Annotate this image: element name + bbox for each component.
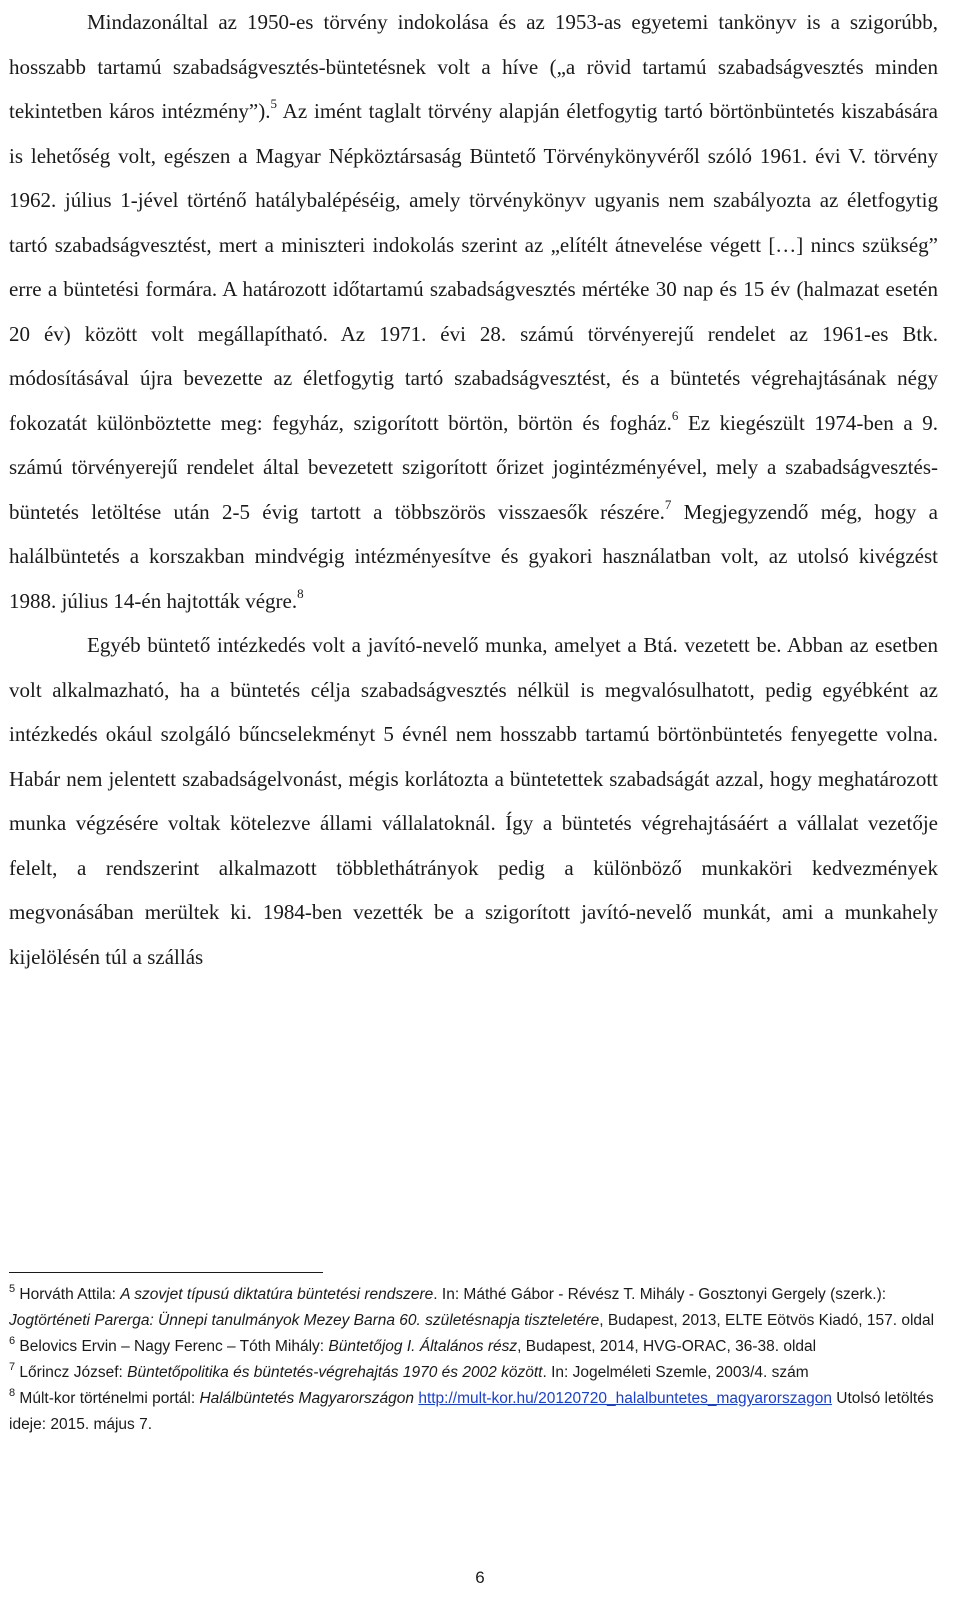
footnote-number: 8 (9, 1386, 16, 1399)
footnote-title: Büntetőjog I. Általános rész (328, 1338, 518, 1355)
text-run: Ez kiegészült 1974-ben a 9. számú törvényerejű rendelet által bevezetett szigorított őrizet jogintézményével, mely a szabadságvesztés-büntetés letöltése után 2-5 évig tartott a többszörös visszaesők részére. (9, 410, 939, 524)
footnote-ref-8[interactable]: 8 (297, 585, 304, 601)
footnote-text: Belovics Ervin – Nagy Ferenc – Tóth Mihály: (15, 1338, 329, 1355)
footnote-ref-5[interactable]: 5 (270, 96, 277, 111)
footnote-text: , Budapest, 2014, HVG-ORAC, 36-38. oldal (517, 1338, 817, 1355)
paragraph-2: Egyéb büntető intézkedés volt a javító-nevelő munka, amelyet a Btá. vezetett be. Abban az esetben volt alkalmazható, ha a büntetés célja szabadságvesztés nélkül is megvalósulhatott, pedig egyébként az intézkedés okául szolgáló bűncselekményt 5 évnél nem hosszabb tartamú börtönbüntetés fenyegette volna. Habár nem jelentett szabadságelvonást, mégis korlátozta a büntetettek szabadságát azzal, hogy meghatározott munka végzésére voltak kötelezve állami vállalatoknál. Így a büntetés végrehajtásáért a vállalat vezetője felelt, a rendszerint alkalmazott többlethátrányok pedig a különböző munkaköri kedvezmények megvonásában merültek ki. 1984-ben vezették be a szigorított javító-nevelő munkát, ami a munkahely kijelölésén túl a szállás (9, 633, 938, 969)
footnote-title: Halálbüntetés Magyarországon (199, 1390, 415, 1407)
paragraph-1 (9, 0, 938, 623)
page-number: 6 (475, 1568, 485, 1587)
footnote-ref-6[interactable]: 6 (671, 407, 679, 423)
footnote-number: 5 (9, 1282, 16, 1295)
footnote-text: , Budapest, 2013, ELTE Eötvös Kiadó, 157. oldal (599, 1312, 935, 1329)
footnote-title: Büntetőpolitika és büntetés-végrehajtás 1970 és 2002 között (127, 1364, 543, 1381)
footnote-text: Horváth Attila: (15, 1286, 121, 1303)
footnote-number: 7 (9, 1360, 16, 1373)
footnote-5 (9, 1282, 938, 1334)
footnote-number: 6 (9, 1334, 16, 1347)
footnote-text: Lőrincz József: (15, 1364, 128, 1381)
footnote-8 (9, 1386, 938, 1438)
footnote-text: Múlt-kor történelmi portál: (15, 1390, 200, 1407)
footnote-7 (9, 1360, 938, 1386)
text-run: Megjegyzendő még, hogy a halálbüntetés a korszakban mindvégig intézményesítve és gyakori használatban volt, az utolsó kivégzést 1988. július 14-én hajtották végre. (9, 499, 938, 613)
footnote-title: Jogtörténeti Parerga: Ünnepi tanulmányok Mezey Barna 60. születésnapja tiszteletére (9, 1312, 600, 1329)
footnote-text: . In: Máthé Gábor - Révész T. Mihály - Gosztonyi Gergely (szerk.): (433, 1286, 887, 1303)
footnote-6 (9, 1334, 938, 1360)
footnote-text: Utolsó letöltés ideje: 2015. május 7. (9, 1390, 934, 1433)
footnotes (9, 1282, 938, 1438)
text-run: Az imént taglalt törvény alapján életfogytig tartó börtönbüntetés kiszabására is lehetőség volt, egészen a Magyar Népköztársaság Büntető Törvénykönyvéről szóló 1961. évi V. törvény 1962. július 1-jével történő hatálybalépéséig, amely törvénykönyv ugyanis nem szabályozta az életfogytig tartó szabadságvesztést, mert a miniszteri indokolás szerint az „elítélt átnevelése végett […] nincs szükség” erre a büntetési formára. A határozott időtartamú szabadságvesztés mértéke 30 nap és 15 év (halmazat esetén 20 év) között volt megállapítható. Az 1971. évi 28. számú törvényerejű rendelet az 1961-es Btk. módosításával újra bevezette az életfogytig tartó szabadságvesztést, és a büntetés végrehajtásának négy fokozatát különböztette meg: fegyház, szigorított börtön, börtön és fogház. (9, 99, 938, 435)
text-run: Mindazonáltal az 1950-es törvény indokolása és az 1953-as egyetemi tankönyv is a szigorúbb, hosszabb tartamú szabadságvesztés-büntetésnek volt a híve („a rövid tartamú szabadságvesztés minden tekintetben káros intézmény”). (9, 10, 938, 123)
footnote-text: . In: Jogelméleti Szemle, 2003/4. szám (542, 1364, 809, 1381)
footnote-ref-7[interactable]: 7 (664, 496, 672, 512)
body-text (9, 0, 938, 979)
footnote-title: A szovjet típusú diktatúra büntetési rendszere (120, 1286, 434, 1303)
footnote-separator (9, 1272, 323, 1273)
source-link[interactable]: http://mult-kor.hu/20120720_halalbuntetes_magyarorszagon (418, 1390, 832, 1407)
